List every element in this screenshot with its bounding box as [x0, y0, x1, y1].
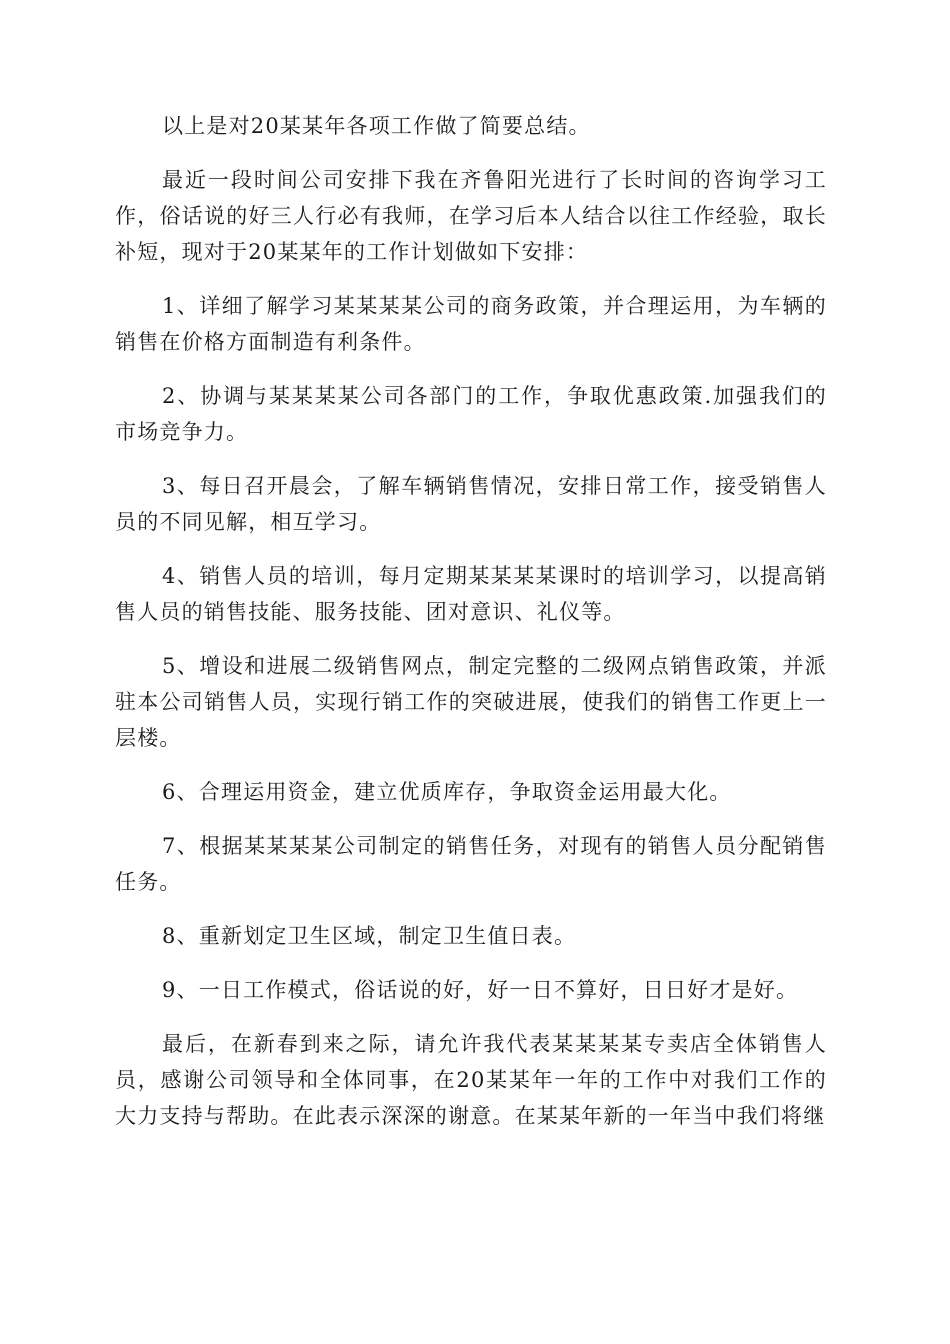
- plan-item-3: 3、每日召开晨会，了解车辆销售情况，安排日常工作，接受销售人员的不同见解，相互学习。: [115, 474, 827, 534]
- plan-item-6: 6、合理运用资金，建立优质库存，争取资金运用最大化。: [162, 780, 732, 804]
- plan-item-1: 1、详细了解学习某某某某公司的商务政策，并合理运用，为车辆的销售在价格方面制造有利条件。: [115, 294, 827, 354]
- plan-item-7: 7、根据某某某某公司制定的销售任务，对现有的销售人员分配销售任务。: [115, 834, 827, 894]
- plan-item-8: 8、重新划定卫生区域，制定卫生值日表。: [162, 924, 577, 948]
- plan-item-9: 9、一日工作模式，俗话说的好，好一日不算好，日日好才是好。: [162, 978, 799, 1002]
- document-body: [115, 108, 827, 1152]
- paragraph-summary: 以上是对20某某年各项工作做了简要总结。: [162, 114, 591, 138]
- plan-item-2: 2、协调与某某某某公司各部门的工作，争取优惠政策.加强我们的市场竞争力。: [115, 384, 827, 444]
- paragraph-closing: 最后，在新春到来之际，请允许我代表某某某某专卖店全体销售人员，感谢公司领导和全体同事，在20某某年一年的工作中对我们工作的大力支持与帮助。在此表示深深的谢意。在某某年新的一年当中我们将继: [115, 1032, 827, 1128]
- paragraph-intro: 最近一段时间公司安排下我在齐鲁阳光进行了长时间的咨询学习工作，俗话说的好三人行必有我师，在学习后本人结合以往工作经验，取长补短，现对于20某某年的工作计划做如下安排：: [115, 168, 827, 264]
- plan-item-4: 4、销售人员的培训，每月定期某某某某课时的培训学习，以提高销售人员的销售技能、服务技能、团对意识、礼仪等。: [115, 564, 827, 624]
- plan-item-5: 5、增设和进展二级销售网点，制定完整的二级网点销售政策，并派驻本公司销售人员，实现行销工作的突破进展，使我们的销售工作更上一层楼。: [115, 654, 827, 750]
